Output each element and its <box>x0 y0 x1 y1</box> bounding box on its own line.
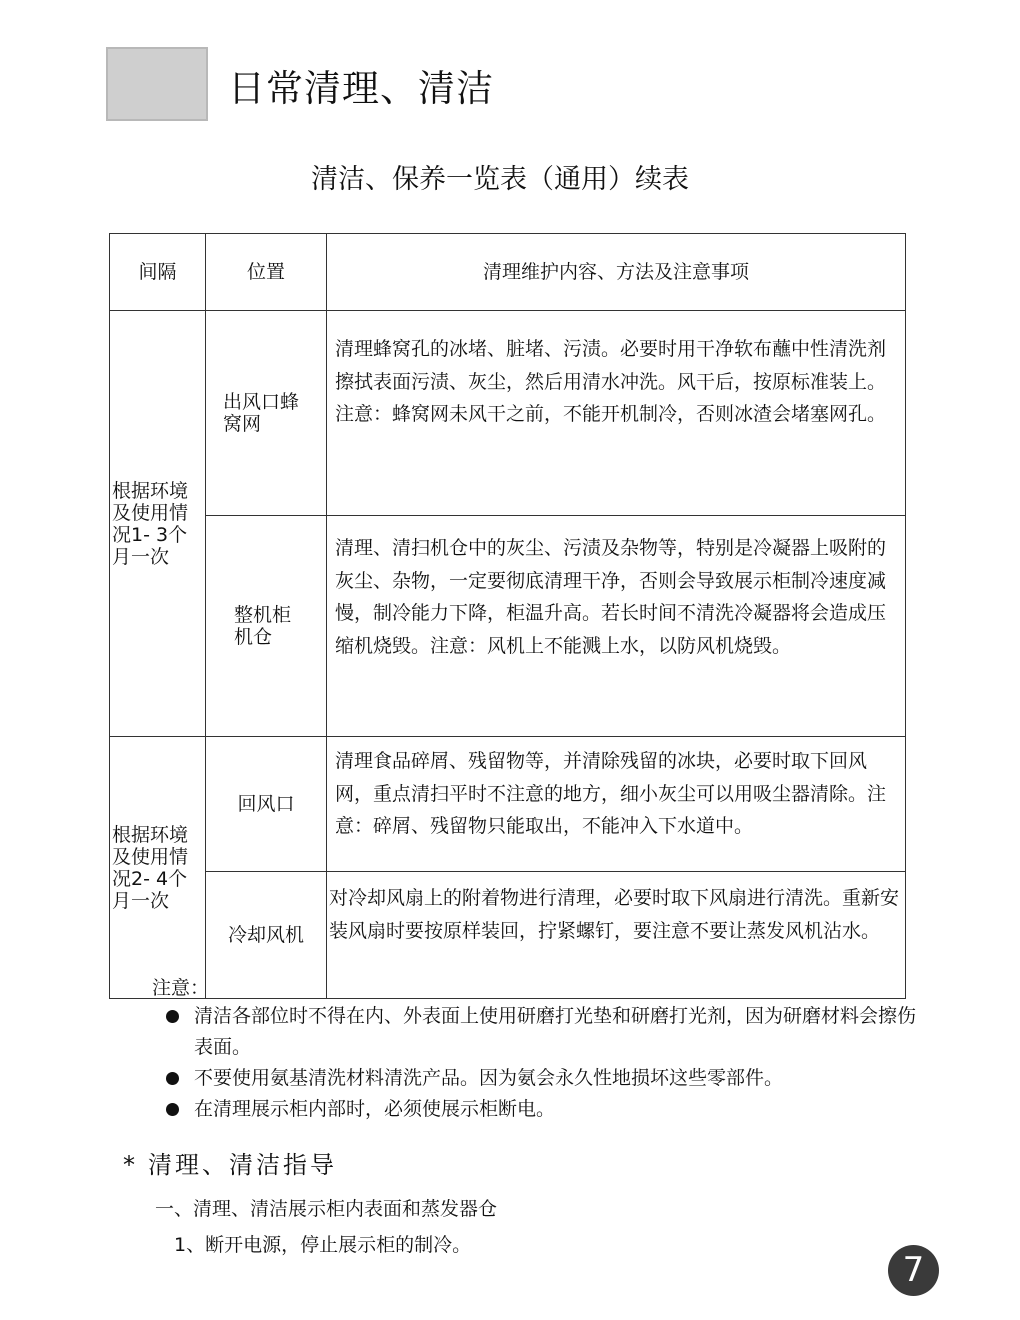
bullet-icon <box>166 1010 179 1023</box>
page-title: 日常清理、清洁 <box>228 67 494 110</box>
header-position: 位置 <box>206 234 327 311</box>
table-row <box>110 516 906 737</box>
guide-title-text: 清理、清洁指导 <box>148 1151 337 1179</box>
position-cell <box>206 516 327 737</box>
position-text: 出风口蜂窝网 <box>223 391 300 435</box>
page-number: 7 <box>888 1245 939 1296</box>
content-text: 清理食品碎屑、残留物等，并清除残留的冰块，必要时取下回风网，重点清扫平时不注意的地方，细小灰尘可以用吸尘器清除。注意：碎屑、残留物只能取出，不能冲入下水道中。 <box>335 750 887 837</box>
content-cell <box>327 872 906 999</box>
bullet-icon <box>166 1072 179 1085</box>
bullet-icon <box>166 1103 179 1116</box>
header-interval: 间隔 <box>110 234 206 311</box>
position-text: 冷却风机 <box>227 924 304 946</box>
table-row <box>110 872 906 999</box>
list-item <box>163 1094 923 1125</box>
position-cell <box>206 872 327 999</box>
table-row <box>110 311 906 516</box>
content-text: 对冷却风扇上的附着物进行清理，必要时取下风扇进行清洗。重新安装风扇时要按原样装回，拧紧螺钉，要注意不要让蒸发风机沾水。 <box>329 887 900 942</box>
notes-label: 注意： <box>152 977 210 999</box>
position-cell <box>206 737 327 872</box>
notes-list <box>163 1001 923 1125</box>
content-text: 清理蜂窝孔的冰堵、脏堵、污渍。必要时用干净软布蘸中性清洗剂擦拭表面污渍、灰尘，然后用清水冲洗。风干后，按原标准装上。注意：蜂窝网未风干之前，不能开机制冷，否则冰渣会堵塞网孔。 <box>335 338 887 425</box>
table-row <box>110 737 906 872</box>
note-text: 在清理展示柜内部时，必须使展示柜断电。 <box>194 1098 556 1120</box>
note-text: 清洁各部位时不得在内、外表面上使用研磨打光垫和研磨打光剂，因为研磨材料会擦伤表面。 <box>194 1005 917 1058</box>
interval-text: 根据环境及使用情况1- 3个月一次 <box>112 479 189 568</box>
asterisk-icon: * <box>123 1151 138 1179</box>
interval-cell <box>110 737 206 999</box>
content-text: 清理、清扫机仓中的灰尘、污渍及杂物等，特别是冷凝器上吸附的灰尘、杂物，一定要彻底清理干净，否则会导致展示柜制冷速度减慢，制冷能力下降，柜温升高。若长时间不清洗冷凝器将会造成压缩机烧毁。注意：风机上不能溅上水，以防风机烧毁。 <box>335 537 887 657</box>
guide-heading <box>123 1145 337 1180</box>
position-cell <box>206 311 327 516</box>
header-decoration-box <box>106 47 208 121</box>
interval-cell <box>110 311 206 737</box>
content-cell <box>327 737 906 872</box>
content-cell <box>327 311 906 516</box>
maintenance-table <box>109 233 906 999</box>
guide-step: 1、断开电源，停止展示柜的制冷。 <box>174 1234 472 1256</box>
table-header-row <box>110 234 906 311</box>
list-item <box>163 1001 923 1063</box>
guide-section-heading: 一、清理、清洁展示柜内表面和蒸发器仓 <box>155 1198 498 1220</box>
position-text: 整机柜机仓 <box>234 604 292 648</box>
content-cell <box>327 516 906 737</box>
table-title: 清洁、保养一览表（通用）续表 <box>311 164 689 195</box>
note-text: 不要使用氨基清洗材料清洗产品。因为氨会永久性地损坏这些零部件。 <box>194 1067 784 1089</box>
interval-text: 根据环境及使用情况2- 4个月一次 <box>112 823 189 912</box>
list-item <box>163 1063 923 1094</box>
position-text: 回风口 <box>237 793 295 815</box>
header-content: 清理维护内容、方法及注意事项 <box>327 234 906 311</box>
